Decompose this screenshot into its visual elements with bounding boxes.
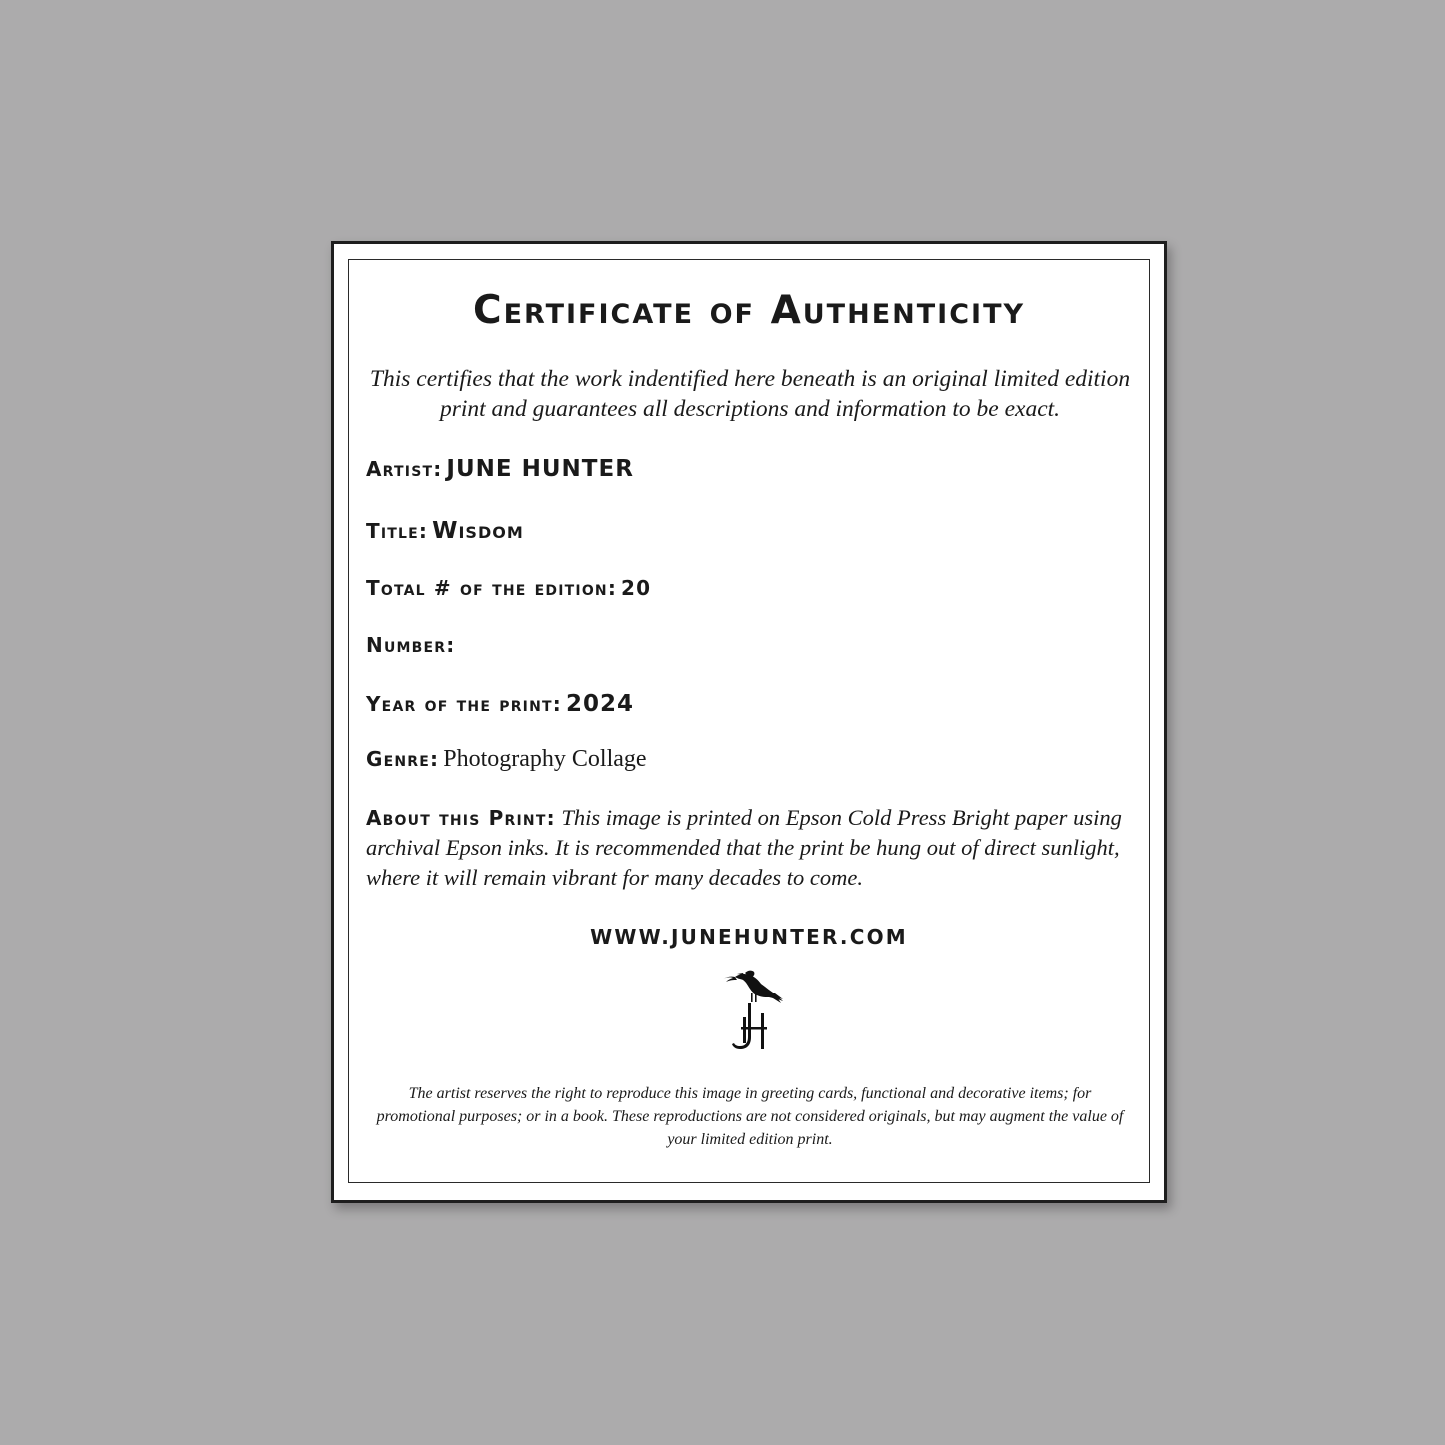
number-label: Number: <box>366 633 456 657</box>
artist-label: Artist: <box>366 457 443 481</box>
artist-field <box>366 456 634 482</box>
certificate-title: Certificate of Authenticity <box>472 288 1026 333</box>
reproduction-notice: The artist reserves the right to reproduce this image in greeting cards, functional and decorative items; for promotional purposes; or in a book. These reproductions are not considered originals, but may augment the value of your limited edition print. <box>376 1085 1124 1148</box>
genre-value: Photography Collage <box>443 746 647 772</box>
edition-value: 20 <box>621 576 652 600</box>
number-field <box>366 632 455 658</box>
genre-field <box>366 746 647 773</box>
title-value: Wisdom <box>432 518 524 544</box>
about-label: About this Print: <box>366 806 556 830</box>
title-label: Title: <box>366 519 429 543</box>
certificate-inner-border <box>348 259 1150 1183</box>
year-label: Year of the print: <box>366 692 562 716</box>
website-link[interactable]: WWW.JUNEHUNTER.COM <box>590 925 908 949</box>
edition-label: Total # of the edition: <box>366 576 618 600</box>
genre-label: Genre: <box>366 747 440 771</box>
title-field <box>366 518 524 544</box>
certificate-intro: This certifies that the work indentified here beneath is an original limited edition print and guarantees all descriptions and information to be exact. <box>369 366 1131 422</box>
year-value: 2024 <box>565 691 634 717</box>
year-field <box>366 691 634 717</box>
artist-value: JUNE HUNTER <box>446 456 634 482</box>
about-print <box>366 803 1136 893</box>
crow-monogram-icon <box>721 967 791 1059</box>
edition-field <box>366 576 651 600</box>
about-text: This image is printed on Epson Cold Press Bright paper using archival Epson inks. It is recommended that the print be hung out of direct sunlight, where it will remain vibrant for many decades to come. <box>366 805 1122 890</box>
certificate-card <box>331 241 1167 1203</box>
